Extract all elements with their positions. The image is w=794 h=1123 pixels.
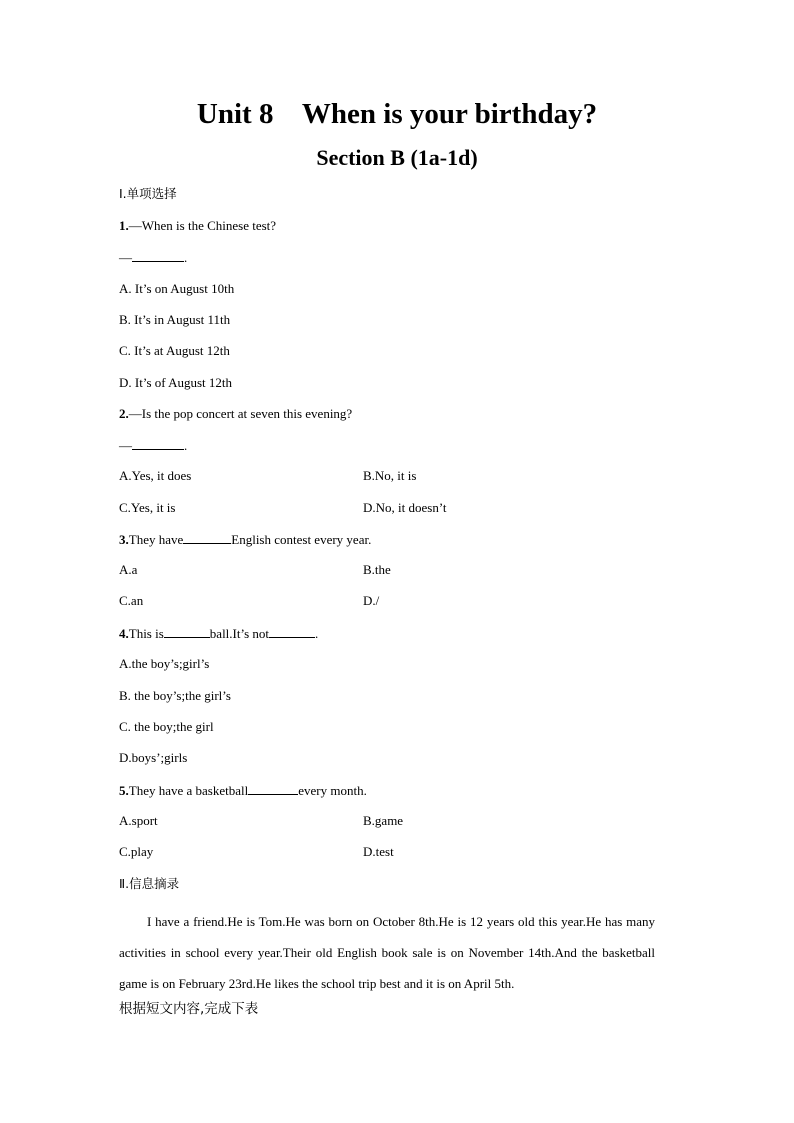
- question-2-option-a: A.Yes, it does: [119, 468, 192, 483]
- question-4-option-b: B. the boy’s;the girl’s: [119, 688, 231, 703]
- question-5-option-b: B.game: [363, 813, 404, 828]
- question-1-option-d: D. It’s of August 12th: [119, 375, 233, 390]
- question-3-options-row-1: [119, 562, 519, 578]
- question-1-option-c: C. It’s at August 12th: [119, 343, 230, 358]
- question-5-options-row-1: [119, 813, 519, 829]
- question-2-option-b: B.No, it is: [363, 468, 417, 483]
- page-subtitle: Section B (1a-1d): [316, 145, 478, 170]
- question-3-option-d: D./: [363, 593, 380, 608]
- section-2-heading: Ⅱ.信息摘录: [119, 876, 180, 891]
- question-4-stem: 4.This is ball.It’s not .: [119, 626, 319, 641]
- section-1-heading: Ⅰ.单项选择: [119, 186, 177, 201]
- question-5-stem: 5.They have a basketball every month.: [119, 783, 367, 798]
- question-3-option-c: C.an: [119, 593, 144, 608]
- question-3-option-b: B.the: [363, 562, 391, 577]
- question-2-options-row-2: [119, 500, 519, 516]
- question-5-option-d: D.test: [363, 844, 394, 859]
- question-2-stem: 2.—Is the pop concert at seven this evening?: [119, 406, 353, 421]
- reading-passage: I have a friend.He is Tom.He was born on October 8th.He is 12 years old this year.He has many activities in school every year.Their old English book sale is on November 14th.And the basketball game is on February 23rd.He likes the school trip best and it is on April 5th.: [119, 914, 655, 991]
- question-4-option-d: D.boys’;girls: [119, 750, 188, 765]
- section-2-instruction: 根据短文内容,完成下表: [119, 1001, 259, 1017]
- question-4-option-c: C. the boy;the girl: [119, 719, 214, 734]
- question-2-answer-blank: — .: [119, 438, 188, 453]
- question-5-option-a: A.sport: [119, 813, 158, 828]
- page-title: Unit 8 When is your birthday?: [196, 98, 598, 130]
- question-1-option-a: A. It’s on August 10th: [119, 281, 235, 296]
- question-1-answer-blank: — .: [119, 250, 188, 265]
- question-3-option-a: A.a: [119, 562, 138, 577]
- question-1-stem: 1.—When is the Chinese test?: [119, 218, 277, 233]
- question-4-option-a: A.the boy’s;girl’s: [119, 656, 210, 671]
- question-5-options-row-2: [119, 844, 519, 860]
- question-2-option-d: D.No, it doesn’t: [363, 500, 447, 515]
- question-2-options-row-1: [119, 468, 519, 484]
- question-2-option-c: C.Yes, it is: [119, 500, 176, 515]
- question-5-option-c: C.play: [119, 844, 154, 859]
- question-1-option-b: B. It’s in August 11th: [119, 312, 231, 327]
- question-3-stem: 3.They have English contest every year.: [119, 532, 372, 547]
- question-3-options-row-2: [119, 593, 519, 609]
